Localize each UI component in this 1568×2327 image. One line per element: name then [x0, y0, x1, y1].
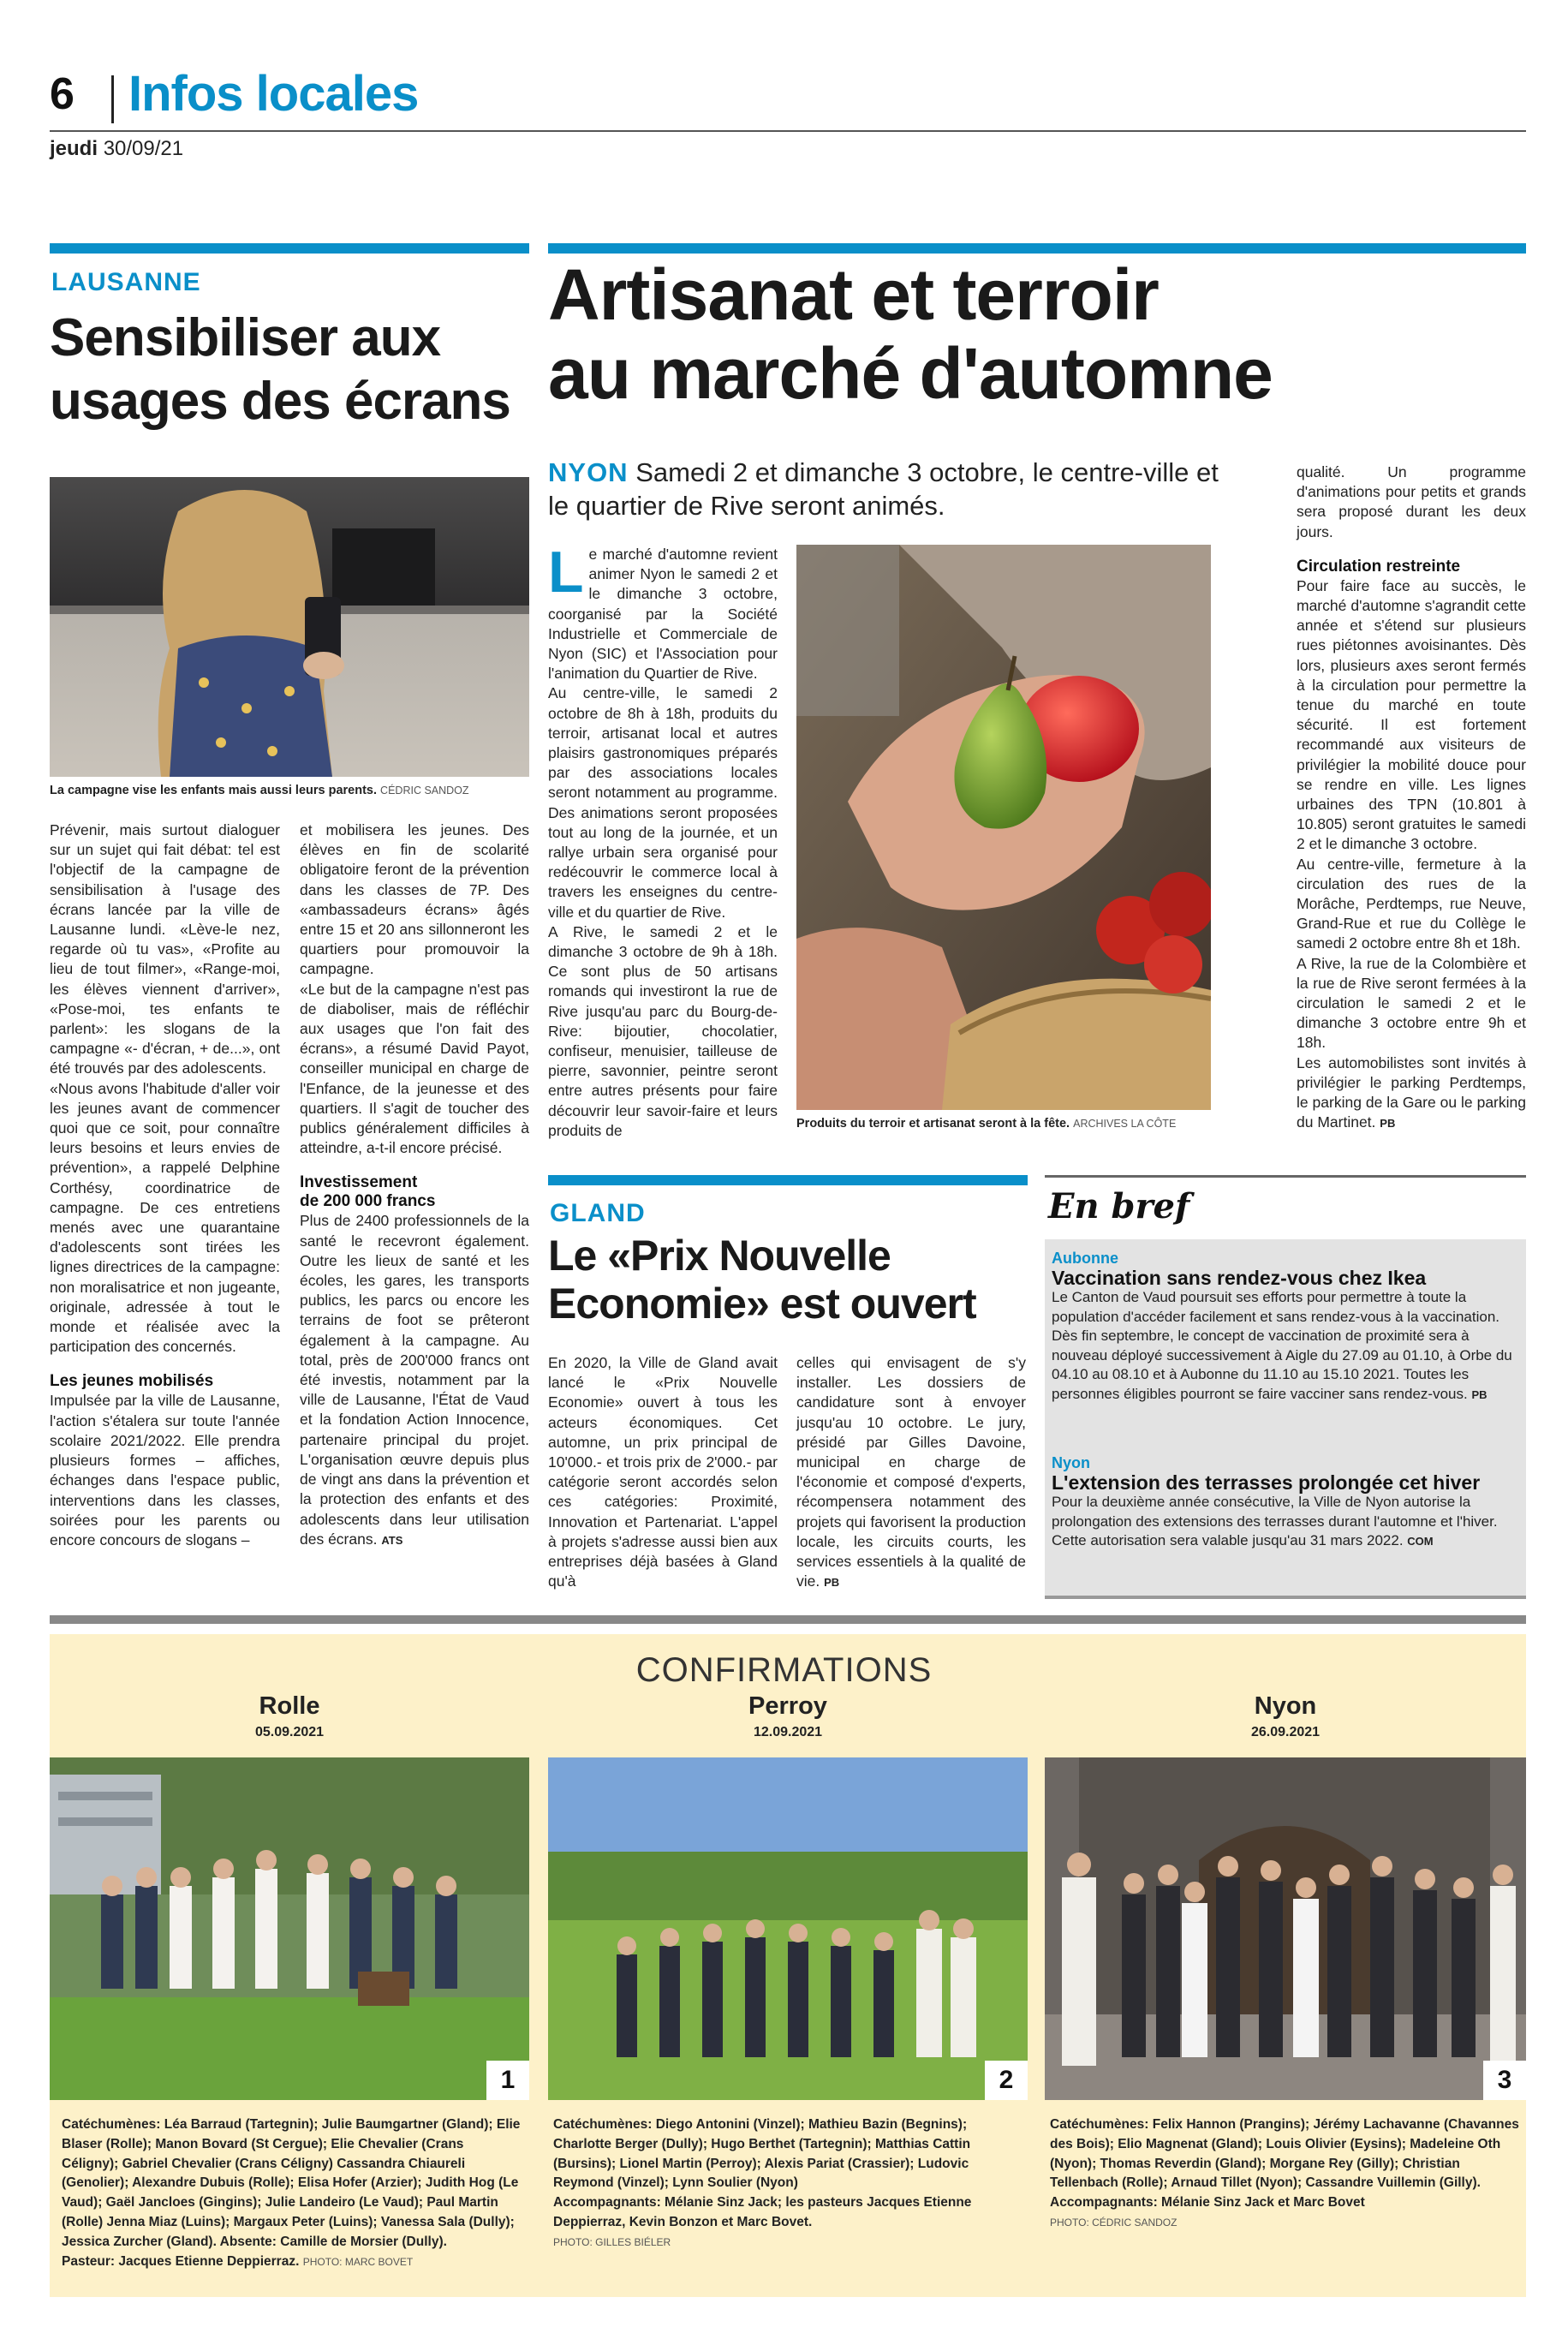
section-bar — [548, 1175, 1028, 1185]
photo-hands-fruit — [796, 545, 1211, 1110]
paragraph: Prévenir, mais surtout dialoguer sur un sujet qui fait débat: tel est l'objectif de la campagne de sensibilisation à l'usage des écrans lancée par la ville de Lausanne lundi. «Lève-le nez, regarde où tu vas», «Profite au lieu de tout filmer», «Range-moi, les élèves viennent d'arriver», «Pose-moi, tes enfants te parlent»: les slogans de la campagne «- d'écran, + de...», ont été trouvés par des adolescents. — [50, 821, 280, 1077]
caption-text: La campagne vise les enfants mais aussi leurs parents. — [50, 784, 378, 797]
article-headline — [548, 1232, 1028, 1328]
confirmation-pastor-line — [62, 2252, 524, 2272]
photo-credit: PHOTO: GILLES BIÉLER — [553, 2235, 671, 2248]
paragraph-text: Plus de 2400 professionnels de la santé le recevront également. Outre les lieux de santé et les écoles, les gares, les transports publics, les parcs ou encore les terrains de foot se prêteront également à la campagne. Au total, près de 200'000 francs ont été investis, notamment par la ville de Lausanne, l'État de Vaud et la fondation Action Innocence, partenaire principal du projet. L'organisation œuvre depuis plus de vingt ans dans la prévention et la protection des enfants et des adolescents dans leur utilisation des écrans. — [300, 1212, 529, 1548]
signature: COM — [1407, 1535, 1434, 1548]
issue-day: jeudi — [50, 137, 98, 160]
paragraph: «Nous avons l'habitude d'aller voir les jeunes avant de commencer quoi que ce soit, pour connaître leurs besoins et leurs envies de prévention», a rappelé Delphine Corthésy, coordinatrice de campagne. De ces entretiens menés avec une quarantaine d'adolescents sont tirées les lignes directrices de la campagne: non moralisatrice et non jugeante, originale, adressée à tout le monde et réalisée avec la participation des concernés. — [50, 1079, 280, 1356]
article-kicker: NYON — [548, 457, 629, 487]
photo-credit: CÉDRIC SANDOZ — [380, 785, 469, 797]
article-lead — [548, 456, 1225, 522]
issue-date — [50, 137, 183, 161]
lead-text: Samedi 2 et dimanche 3 octobre, le centre-ville et le quartier de Rive seront animés. — [548, 457, 1219, 521]
photo-child-with-phone — [50, 477, 529, 777]
headline-line-1: Sensibiliser aux — [50, 308, 441, 367]
confirmation-date: 05.09.2021 — [254, 1725, 325, 1739]
brief-text — [1052, 1288, 1519, 1405]
headline-line-2: au marché d'automne — [548, 333, 1273, 414]
article-headline — [548, 255, 1319, 413]
paragraph: qualité. Un programme d'animations pour petits et grands sera proposé durant les deux jours. — [1297, 463, 1526, 540]
brief-heading: En bref — [1048, 1186, 1190, 1226]
brief-title: L'extension des terrasses prolongée cet hiver — [1052, 1471, 1481, 1494]
subheading: Circulation restreinte — [1297, 557, 1461, 576]
signature: PB — [1471, 1387, 1488, 1401]
confirmation-names: Catéchumènes: Felix Hannon (Prangins); Jérémy Lachavanne (Chavannes des Bois); Elio Magnenat (Gland); Louis Olivier (Eysins); Madeleine Oth (Nyon); Thomas Reverdin (Gland); Morgane Rey (Gilly); Christian Tellenbach (Rolle); Arnaud Tillet (Nyon); Cassandre Vuillemin (Gilly). — [1050, 2117, 1519, 2191]
subheading — [300, 1173, 529, 1211]
brief-text — [1052, 1493, 1519, 1552]
confirmation-accompanists: Accompagnants: Mélanie Sinz Jack et Marc Bovet — [1050, 2195, 1365, 2211]
article-kicker: GLAND — [550, 1199, 646, 1227]
brief-item — [1052, 1454, 1519, 1552]
photo-caption — [796, 1117, 1211, 1131]
photo-credit: ARCHIVES LA CÔTE — [1073, 1118, 1177, 1130]
paragraph: Au centre-ville, fermeture à la circulation des rues de la Morâche, Perdtemps, rue Neuve, Grand-Rue et rue du Collège le samedi 2 octobre entre 8h et 18h. — [1297, 855, 1526, 952]
confirmation-text — [1050, 2115, 1524, 2233]
paragraph: Au centre-ville, le samedi 2 octobre de 8h à 18h, produits du terroir, artisanat local et autres plaisirs gastronomiques préparés par des associations locales seront notamment au programme. Des animations seront proposées tout au long de la journée, et un rallye urbain sera organisé pour redécouvrir le commerce local à travers les enseignes du centre-ville et du quartier de Rive. — [548, 684, 778, 921]
confirmation-accompanists: Accompagnants: Mélanie Sinz Jack; les pasteurs Jacques Etienne Deppierraz, Kevin Bonzon et Marc Bovet. — [553, 2195, 972, 2229]
paragraph-text: Les automobilistes sont invités à privilégier le parking Perdtemps, le parking de la Gare ou le parking du Martinet. — [1297, 1053, 1526, 1131]
article-column-2 — [796, 1353, 1026, 1592]
photo-group-rolle — [50, 1757, 529, 2100]
confirmation-place: Nyon — [1254, 1692, 1317, 1720]
confirmation-pastor: Pasteur: Jacques Etienne Deppierraz. — [62, 2253, 300, 2269]
signature: PB — [824, 1576, 840, 1590]
article-column-1 — [548, 540, 778, 1141]
subheading-line-2: de 200 000 francs — [300, 1192, 436, 1211]
photo-number-badge: 1 — [486, 2061, 529, 2100]
headline-line-2: Economie» est ouvert — [548, 1280, 976, 1328]
confirmations-top-bar — [50, 1615, 1526, 1624]
section-bar — [50, 243, 529, 254]
subheading: Les jeunes mobilisés — [50, 1372, 214, 1391]
article-kicker: LAUSANNE — [51, 268, 201, 296]
drop-cap: L — [548, 540, 584, 605]
paragraph: Impulsée par la ville de Lausanne, l'action s'étalera sur toute l'année scolaire 2021/2022. Elle prendra plusieurs formes – affiches, échanges dans l'espace public, interventions dans les classes, soirées pour les parents ou encore concours de slogans – — [50, 1392, 280, 1548]
headline-line-1: Le «Prix Nouvelle — [548, 1232, 891, 1280]
paragraph: «Le but de la campagne n'est pas de diaboliser, mais de réfléchir aux usages que l'on fait des écrans», a résumé David Payot, conseiller municipal en charge de l'Enfance, de la jeunesse et des quartiers. Il s'agit de toucher des publics généralement difficiles à atteindre, a-t-il encore précisé. — [300, 980, 529, 1157]
subheading-line-1: Investissement — [300, 1173, 418, 1192]
photo-number-badge: 2 — [985, 2061, 1028, 2100]
paragraph: A Rive, la rue de la Colombière et la rue de Rive seront fermées à la circulation le samedi 2 et le dimanche 3 octobre entre 9h et 18h. — [1297, 954, 1526, 1052]
photo-credit: PHOTO: CÉDRIC SANDOZ — [1050, 2216, 1177, 2229]
brief-box — [1045, 1178, 1526, 1596]
confirmation-text — [62, 2115, 524, 2271]
brief-text-body: Pour la deuxième année consécutive, la Ville de Nyon autorise la prolongation des extensions des terrasses durant l'automne et l'hiver. Cette autorisation sera valable jusqu'au 31 mars 2022. — [1052, 1494, 1498, 1548]
headline-line-2: usages des écrans — [50, 372, 510, 431]
brief-town: Aubonne — [1052, 1250, 1118, 1267]
confirmation-names: Catéchumènes: Léa Barraud (Tartegnin); Julie Baumgartner (Gland); Elie Blaser (Rolle); Manon Bovard (St Cergue); Elie Chevalier (Crans Céligny); Gabriel Chevalier (Crans Céligny) Cassandra Chiaureli (Genolier); Alexandre Dubuis (Rolle); Elisa Hofer (Arzier); Judith Hog (Le Vaud); Gaël Jancloes (Gingins); Julie Landeiro (Le Vaud); Paul Martin (Rolle) Jenna Miaz (Luins); Margaux Peter (Luins); Vanessa Sala (Dully); Jessica Zurcher (Gland). Absente: Camille de Morsier (Dully). — [62, 2117, 521, 2249]
photo-caption — [50, 784, 529, 797]
article-column-2 — [1297, 462, 1526, 1134]
signature: PB — [1380, 1117, 1396, 1131]
photo-group-perroy — [548, 1757, 1028, 2100]
headline-line-1: Artisanat et terroir — [548, 254, 1159, 335]
header-rule — [50, 130, 1526, 132]
paragraph: Pour faire face au succès, le marché d'automne s'agrandit cette année et s'étend sur plusieurs rues piétonnes avoisinantes. Dès lors, plusieurs axes seront fermés à la circulation pour permettre la tenue du marché en toute sécurité. Il est fortement recommandé aux visiteurs de privilégier la mobilité douce pour se rendre en ville. Les lignes urbaines des TPN (10.801 à 10.805) seront gratuites le samedi 2 et le dimanche 3 octobre. — [1297, 576, 1526, 853]
paragraph — [796, 1353, 1026, 1592]
photo-number-badge: 3 — [1483, 2061, 1526, 2100]
confirmation-date: 12.09.2021 — [753, 1725, 823, 1739]
paragraph: A Rive, le samedi 2 et le dimanche 3 octobre de 9h à 18h. Ce sont plus de 50 artisans romands qui investiront la rue de Rive jusqu'au parc du Bourg-de-Rive: bijoutier, chocolatier, confiseur, menuisier, tailleuse de pierre, savonnier, peintre seront entre autres présents pour faire découvrir leur savoir-faire et leurs produits de — [548, 922, 778, 1139]
issue-date-value: 30/09/21 — [103, 137, 184, 160]
article-column-1 — [50, 820, 280, 1550]
caption-text: Produits du terroir et artisanat seront à la fête. — [796, 1117, 1070, 1131]
signature: ATS — [381, 1533, 403, 1547]
article-column-2 — [300, 820, 529, 1550]
article-column-1 — [548, 1353, 778, 1591]
header-separator — [111, 75, 114, 123]
brief-town: Nyon — [1052, 1454, 1090, 1471]
brief-item — [1052, 1250, 1519, 1405]
section-bar — [548, 243, 1526, 254]
paragraph: et mobilisera les jeunes. Des élèves en fin de scolarité obligatoire feront de la prévention dans les classes de 7P. Des «ambassadeurs écrans» âgés entre 15 et 20 ans sillonneront les quartiers pour promouvoir la campagne. — [300, 821, 529, 978]
paragraph-text: celles qui envisagent de s'y installer. Les dossiers de candidature sont à envoyer jusqu'au 10 octobre. Le jury, présidé par Gilles Davoine, municipal en charge de l'économie et composé d'experts, récompensera notamment des projets qui favorisent la production locale, les circuits courts, les services essentiels à la qualité de vie. — [796, 1354, 1026, 1590]
confirmations-title: CONFIRMATIONS — [635, 1651, 933, 1689]
brief-bottom-bar — [1045, 1596, 1526, 1599]
brief-text-body: Le Canton de Vaud poursuit ses efforts pour permettre à toute la population d'accéder facilement et sans rendez-vous à la vaccination. Dès fin septembre, le concept de vaccination de proximité sera à nouveau déployé successivement à Aigle du 27.09 au 01.10, à Orbe du 04.10 au 08.10 et à Aubonne du 11.10 au 15.10 2021. Toutes les personnes éligibles pourront se faire vacciner sans rendez-vous. — [1052, 1289, 1512, 1402]
confirmation-date: 26.09.2021 — [1250, 1725, 1321, 1739]
photo-group-nyon — [1045, 1757, 1526, 2100]
confirmation-names: Catéchumènes: Diego Antonini (Vinzel); Mathieu Bazin (Begnins); Charlotte Berger (Dully); Hugo Berthet (Tartegnin); Matthias Cattin (Bursins); Lionel Martin (Perroy); Alexis Pariat (Crassier); Ludovic Reymond (Vinzel); Lynn Soulier (Nyon) — [553, 2117, 971, 2191]
confirmation-place: Perroy — [748, 1692, 827, 1720]
confirmation-text — [553, 2115, 1028, 2252]
confirmation-place: Rolle — [259, 1692, 320, 1720]
paragraph — [1297, 1053, 1526, 1134]
paragraph-text: e marché d'automne revient animer Nyon le samedi 2 et le dimanche 3 octobre, coorganisé par la Société Industrielle et Commerciale de Nyon (SIC) et l'Association pour l'animation du Quartier de Rive. — [548, 546, 778, 683]
brief-title: Vaccination sans rendez-vous chez Ikea — [1052, 1267, 1427, 1289]
paragraph — [300, 1211, 529, 1549]
rubric-title: Infos locales — [128, 66, 419, 122]
page-number: 6 — [50, 69, 75, 119]
article-headline — [50, 307, 546, 433]
paragraph — [548, 540, 778, 683]
photo-credit: PHOTO: MARC BOVET — [302, 2255, 414, 2268]
paragraph: En 2020, la Ville de Gland avait lancé le «Prix Nouvelle Economie» ouvert à tous les acteurs économiques. Cet automne, un prix principal de 10'000.- et trois prix de 2'000.- par catégorie seront accordés selon ces catégories: Proximité, Innovation et Partenariat. L'appel à projets s'adresse aussi bien aux entreprises déjà basées à Gland qu'à — [548, 1354, 778, 1590]
